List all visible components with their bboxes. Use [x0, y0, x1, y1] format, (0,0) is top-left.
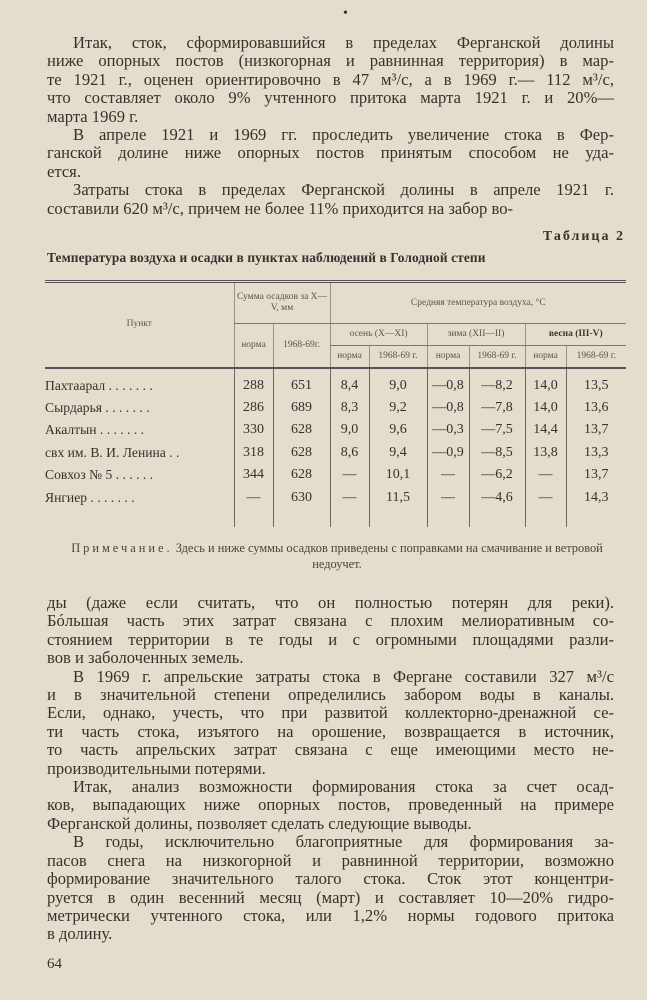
cell-value: —0,8 — [427, 397, 469, 419]
empty-cell — [330, 509, 369, 527]
header-precip-norm: норма — [234, 324, 273, 368]
empty-cell — [566, 509, 626, 527]
cell-value: 628 — [273, 419, 330, 441]
text-line: производительными потерями. — [47, 758, 266, 778]
header-year: 1968-69 г. — [369, 346, 427, 368]
empty-cell — [45, 509, 234, 527]
header-winter: зима (XII—II) — [427, 324, 525, 346]
cell-point: свх им. В. И. Ленина . . — [45, 444, 180, 460]
text-line: те 1921 г., оценен ориентировочно в 47 м³/с, а в 1969 г.— 112 м³/с, — [47, 69, 614, 89]
text-line: В апреле 1921 и 1969 гг. проследить увеличение стока в Фер- — [73, 125, 614, 145]
cell-value: —7,5 — [469, 419, 525, 441]
note-text: Здесь и ниже суммы осадков приведены с поправками на смачивание и ветровой недоучет. — [175, 541, 603, 571]
cell-value: — — [330, 486, 369, 508]
text-line: Итак, сток, сформировавшийся в пределах Ферганской долины — [73, 33, 614, 52]
cell-value: 9,0 — [369, 368, 427, 397]
table-row — [45, 368, 626, 397]
cell-point: Совхоз № 5 . . . . . . — [45, 467, 154, 483]
cell-value: 286 — [234, 397, 273, 419]
cell-value: 8,6 — [330, 442, 369, 464]
cell-value: 13,5 — [566, 368, 626, 397]
cell-value: —6,2 — [469, 464, 525, 486]
header-point: Пункт — [45, 282, 234, 368]
header-norm: норма — [330, 346, 369, 368]
cell-value: 14,3 — [566, 486, 626, 508]
cell-value: 330 — [234, 419, 273, 441]
cell-value: —7,8 — [469, 397, 525, 419]
data-table — [45, 280, 626, 527]
text-line: ганской долине ниже опорных постов принятым способом не уда- — [47, 143, 614, 163]
table-row — [45, 442, 626, 464]
empty-cell — [234, 509, 273, 527]
header-spring: весна (III-V) — [525, 324, 626, 346]
top-text — [47, 34, 614, 218]
cell-value: 14,0 — [525, 368, 566, 397]
empty-cell — [525, 509, 566, 527]
text-line: вов и заболоченных земель. — [47, 648, 244, 668]
cell-value: — — [525, 464, 566, 486]
cell-value: 651 — [273, 368, 330, 397]
cell-value: — — [525, 486, 566, 508]
cell-value: 318 — [234, 442, 273, 464]
cell-value: 9,0 — [330, 419, 369, 441]
cell-point: Акалтын . . . . . . . — [45, 422, 145, 438]
text-line: в долину. — [47, 924, 113, 944]
table-number: Таблица 2 — [542, 229, 625, 244]
empty-cell — [369, 509, 427, 527]
text-line: ется. — [47, 161, 81, 181]
text-line: ды (даже если считать, что он полностью потерян для реки). — [47, 593, 614, 612]
text-line: В годы, исключительно благоприятные для формирования за- — [73, 832, 614, 852]
cell-value: 689 — [273, 397, 330, 419]
cell-value: 13,6 — [566, 397, 626, 419]
cell-point: Янгиер . . . . . . . — [45, 489, 135, 505]
cell-value: 9,4 — [369, 442, 427, 464]
page-mark: • — [343, 6, 348, 21]
page-number: 64 — [47, 956, 62, 972]
table-row — [45, 464, 626, 486]
cell-point: Сырдарья . . . . . . . — [45, 400, 150, 416]
table-spacer-row — [45, 509, 626, 527]
table-row — [45, 419, 626, 441]
cell-value: —0,8 — [427, 368, 469, 397]
text-line: формирование значительного талого стока. Сток этот концентри- — [47, 869, 614, 889]
text-line: ниже опорных постов (низкогорная и равнинная территория) в мар- — [47, 51, 614, 71]
text-line: ти часть стока, изъятого на орошение, возвращается в источник, — [47, 721, 614, 741]
text-line: стоянием территории в те годы и с огромными площадями разли- — [47, 629, 614, 649]
text-line: Ферганской долины, позволяет сделать следующие выводы. — [47, 813, 472, 833]
cell-value: 13,3 — [566, 442, 626, 464]
header-autumn: осень (X—XI) — [330, 324, 427, 346]
cell-value: 13,8 — [525, 442, 566, 464]
cell-value: — — [427, 464, 469, 486]
text-line: Бóльшая часть этих затрат связана с плохим мелиоративным со- — [47, 611, 614, 631]
header-precip: Сумма осадков за X—V, мм — [234, 282, 330, 324]
cell-value: 8,3 — [330, 397, 369, 419]
text-line: составили 620 м³/с, причем не более 11% приходится на забор во- — [47, 198, 514, 218]
bottom-text — [47, 594, 614, 944]
text-line: марта 1969 г. — [47, 106, 139, 126]
table-row — [45, 397, 626, 419]
cell-value: 13,7 — [566, 464, 626, 486]
cell-value: —4,6 — [469, 486, 525, 508]
cell-value: —8,2 — [469, 368, 525, 397]
cell-value: —8,5 — [469, 442, 525, 464]
cell-value: 630 — [273, 486, 330, 508]
text-line: что составляет около 9% учтенного притока марта 1921 г. и 20%— — [47, 88, 614, 108]
text-line: пасов снега на низкогорной и равнинной территории, возможно — [47, 850, 614, 870]
text-line: Итак, анализ возможности формирования стока за счет осад- — [73, 777, 614, 797]
cell-value: — — [234, 486, 273, 508]
cell-value: 628 — [273, 442, 330, 464]
cell-value: 13,7 — [566, 419, 626, 441]
text-line: Если, однако, учесть, что при развитой коллекторно-дренажной се- — [47, 703, 614, 723]
cell-value: 288 — [234, 368, 273, 397]
cell-value: —0,3 — [427, 419, 469, 441]
cell-value: 10,1 — [369, 464, 427, 486]
cell-point: Пахтаарал . . . . . . . — [45, 377, 153, 393]
cell-value: 9,2 — [369, 397, 427, 419]
header-year: 1968-69 г. — [566, 346, 626, 368]
text-line: и в значительной степени определились забором воды в каналы. — [47, 685, 614, 705]
text-line: то часть апрельских затрат связана с еще имеющими место не- — [47, 740, 614, 760]
cell-value: — — [427, 486, 469, 508]
empty-cell — [427, 509, 469, 527]
table-note — [47, 540, 627, 572]
empty-cell — [469, 509, 525, 527]
header-temp: Средняя температура воздуха, °С — [330, 282, 626, 324]
text-line: метрически учтенного стока, или 1,2% нормы годового притока — [47, 905, 614, 925]
cell-value: 14,0 — [525, 397, 566, 419]
header-year: 1968-69 г. — [469, 346, 525, 368]
table-row — [45, 486, 626, 508]
text-line: В 1969 г. апрельские затраты стока в Фергане составили 327 м³/с — [73, 666, 614, 686]
text-line: Затраты стока в пределах Ферганской долины в апреле 1921 г. — [73, 180, 614, 200]
header-precip-year: 1968-69г. — [273, 324, 330, 368]
cell-value: 8,4 — [330, 368, 369, 397]
note-label: Примечание. — [71, 541, 173, 555]
text-line: руется в один весенний месяц (март) и составляет 10—20% гидро- — [47, 887, 614, 907]
header-norm: норма — [525, 346, 566, 368]
cell-value: —0,9 — [427, 442, 469, 464]
cell-value: — — [330, 464, 369, 486]
table-caption: Температура воздуха и осадки в пунктах наблюдений в Голодной степи — [47, 250, 486, 265]
cell-value: 9,6 — [369, 419, 427, 441]
cell-value: 344 — [234, 464, 273, 486]
cell-value: 14,4 — [525, 419, 566, 441]
header-norm: норма — [427, 346, 469, 368]
text-line: ков, выпадающих ниже опорных постов, проведенный на примере — [47, 795, 614, 815]
cell-value: 11,5 — [369, 486, 427, 508]
empty-cell — [273, 509, 330, 527]
cell-value: 628 — [273, 464, 330, 486]
